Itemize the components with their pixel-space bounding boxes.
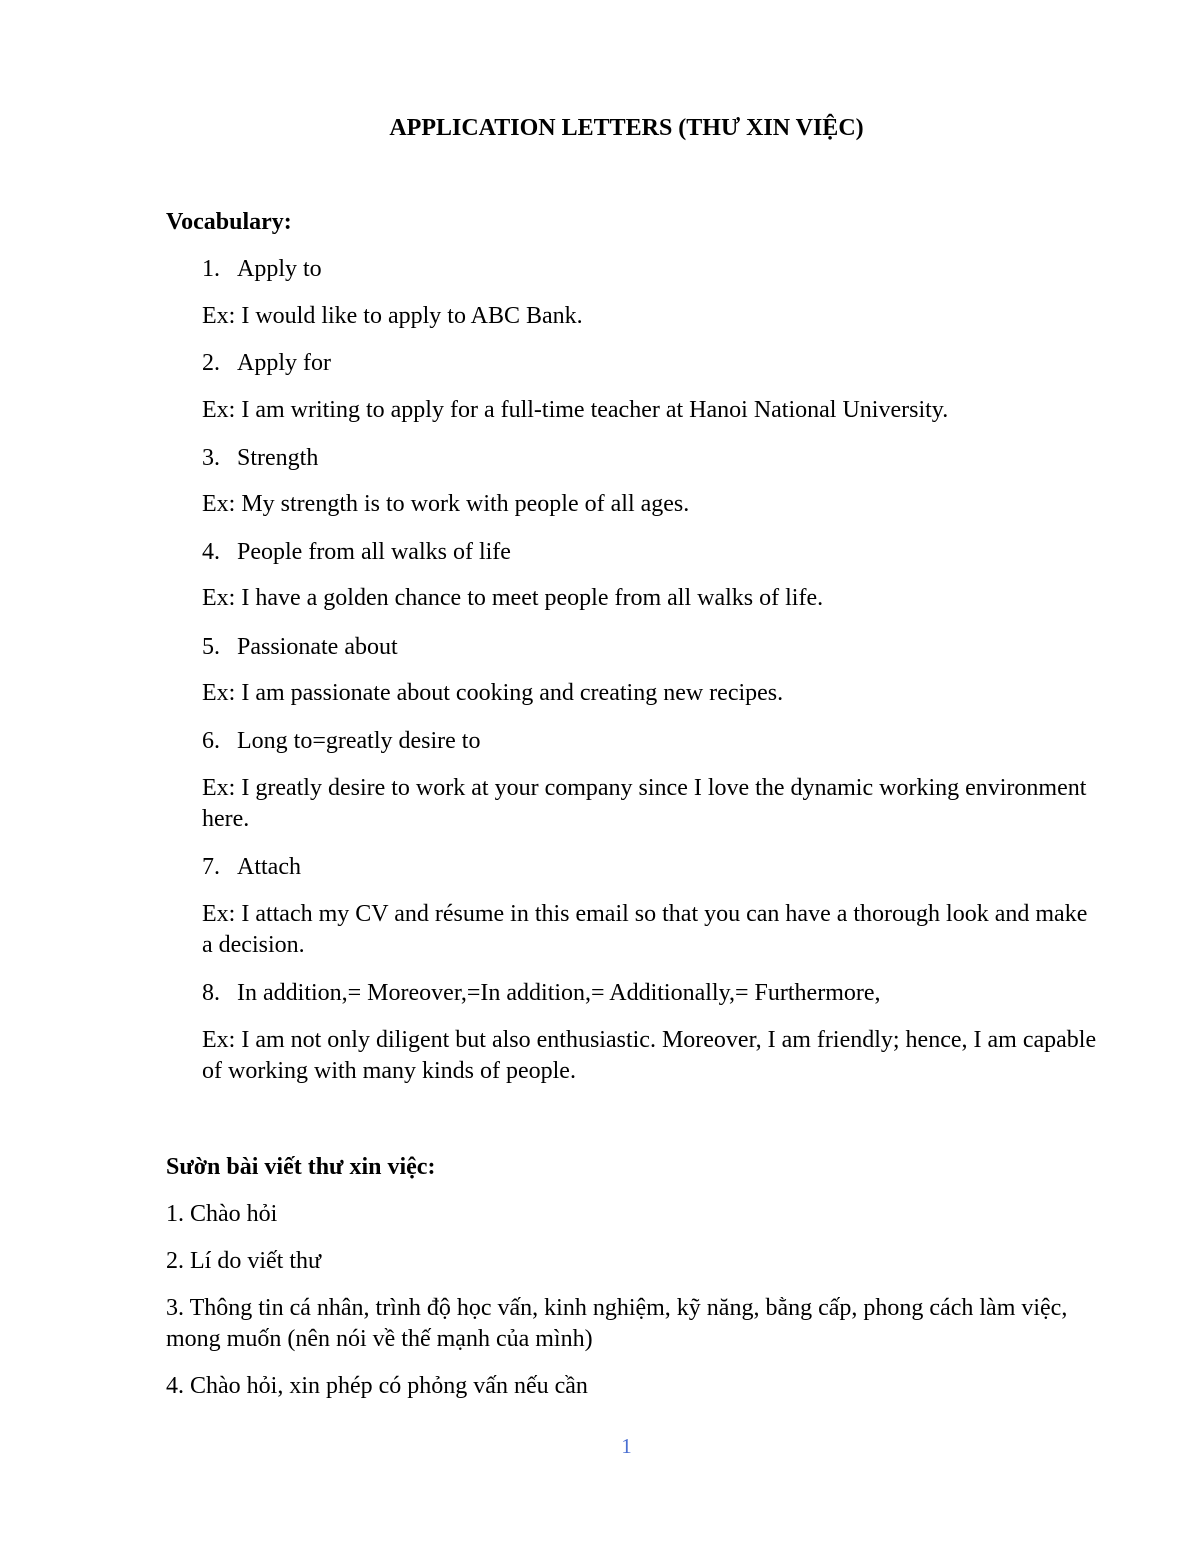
- vocabulary-item: [202, 631, 398, 663]
- vocabulary-item: [202, 442, 318, 474]
- item-term: Long to=greatly desire to: [237, 728, 481, 754]
- item-term: Attach: [237, 854, 301, 880]
- item-number: 3.: [202, 445, 220, 471]
- page-number: 1: [621, 1434, 632, 1458]
- vocabulary-item: [202, 977, 881, 1009]
- vocabulary-item: [202, 347, 331, 379]
- document-title: APPLICATION LETTERS (THƯ XIN VIỆC): [389, 115, 864, 141]
- item-term: Passionate about: [237, 634, 398, 660]
- item-example: Ex: I have a golden chance to meet people from all walks of life.: [202, 585, 824, 611]
- item-example: Ex: My strength is to work with people of all ages.: [202, 491, 690, 517]
- item-term: Apply to: [237, 256, 322, 282]
- item-example: Ex: I attach my CV and résume in this email so that you can have a thorough look and make a decision.: [202, 901, 1088, 958]
- item-example: Ex: I am not only diligent but also enthusiastic. Moreover, I am friendly; hence, I am capable of working with many kinds of people.: [202, 1027, 1097, 1084]
- item-example: Ex: I am writing to apply for a full-time teacher at Hanoi National University.: [202, 397, 949, 423]
- vocabulary-item: [202, 253, 322, 285]
- outline-item: 3. Thông tin cá nhân, trình độ học vấn, kinh nghiệm, kỹ năng, bằng cấp, phong cách làm việc, mong muốn (nên nói về thế mạnh của mình): [166, 1295, 1068, 1352]
- item-number: 8.: [202, 980, 220, 1006]
- item-number: 7.: [202, 854, 220, 880]
- vocabulary-item: [202, 725, 480, 757]
- item-number: 2.: [202, 350, 220, 376]
- outline-item: 4. Chào hỏi, xin phép có phỏng vấn nếu cần: [166, 1373, 588, 1399]
- item-example: Ex: I greatly desire to work at your company since I love the dynamic working environment here.: [202, 775, 1087, 832]
- item-term: In addition,= Moreover,=In addition,= Additionally,= Furthermore,: [237, 980, 881, 1006]
- vocabulary-heading: Vocabulary:: [166, 209, 292, 235]
- item-example: Ex: I am passionate about cooking and creating new recipes.: [202, 680, 784, 706]
- item-number: 5.: [202, 634, 220, 660]
- item-term: Strength: [237, 445, 319, 471]
- outline-item: 2. Lí do viết thư: [166, 1248, 321, 1274]
- outline-item: 1. Chào hỏi: [166, 1201, 278, 1227]
- outline-heading: Sườn bài viết thư xin việc:: [166, 1154, 436, 1180]
- item-term: People from all walks of life: [237, 539, 511, 565]
- item-number: 6.: [202, 728, 220, 754]
- item-term: Apply for: [237, 350, 331, 376]
- vocabulary-item: [202, 851, 301, 883]
- item-number: 4.: [202, 539, 220, 565]
- vocabulary-item: [202, 536, 511, 568]
- item-example: Ex: I would like to apply to ABC Bank.: [202, 303, 583, 329]
- item-number: 1.: [202, 256, 220, 282]
